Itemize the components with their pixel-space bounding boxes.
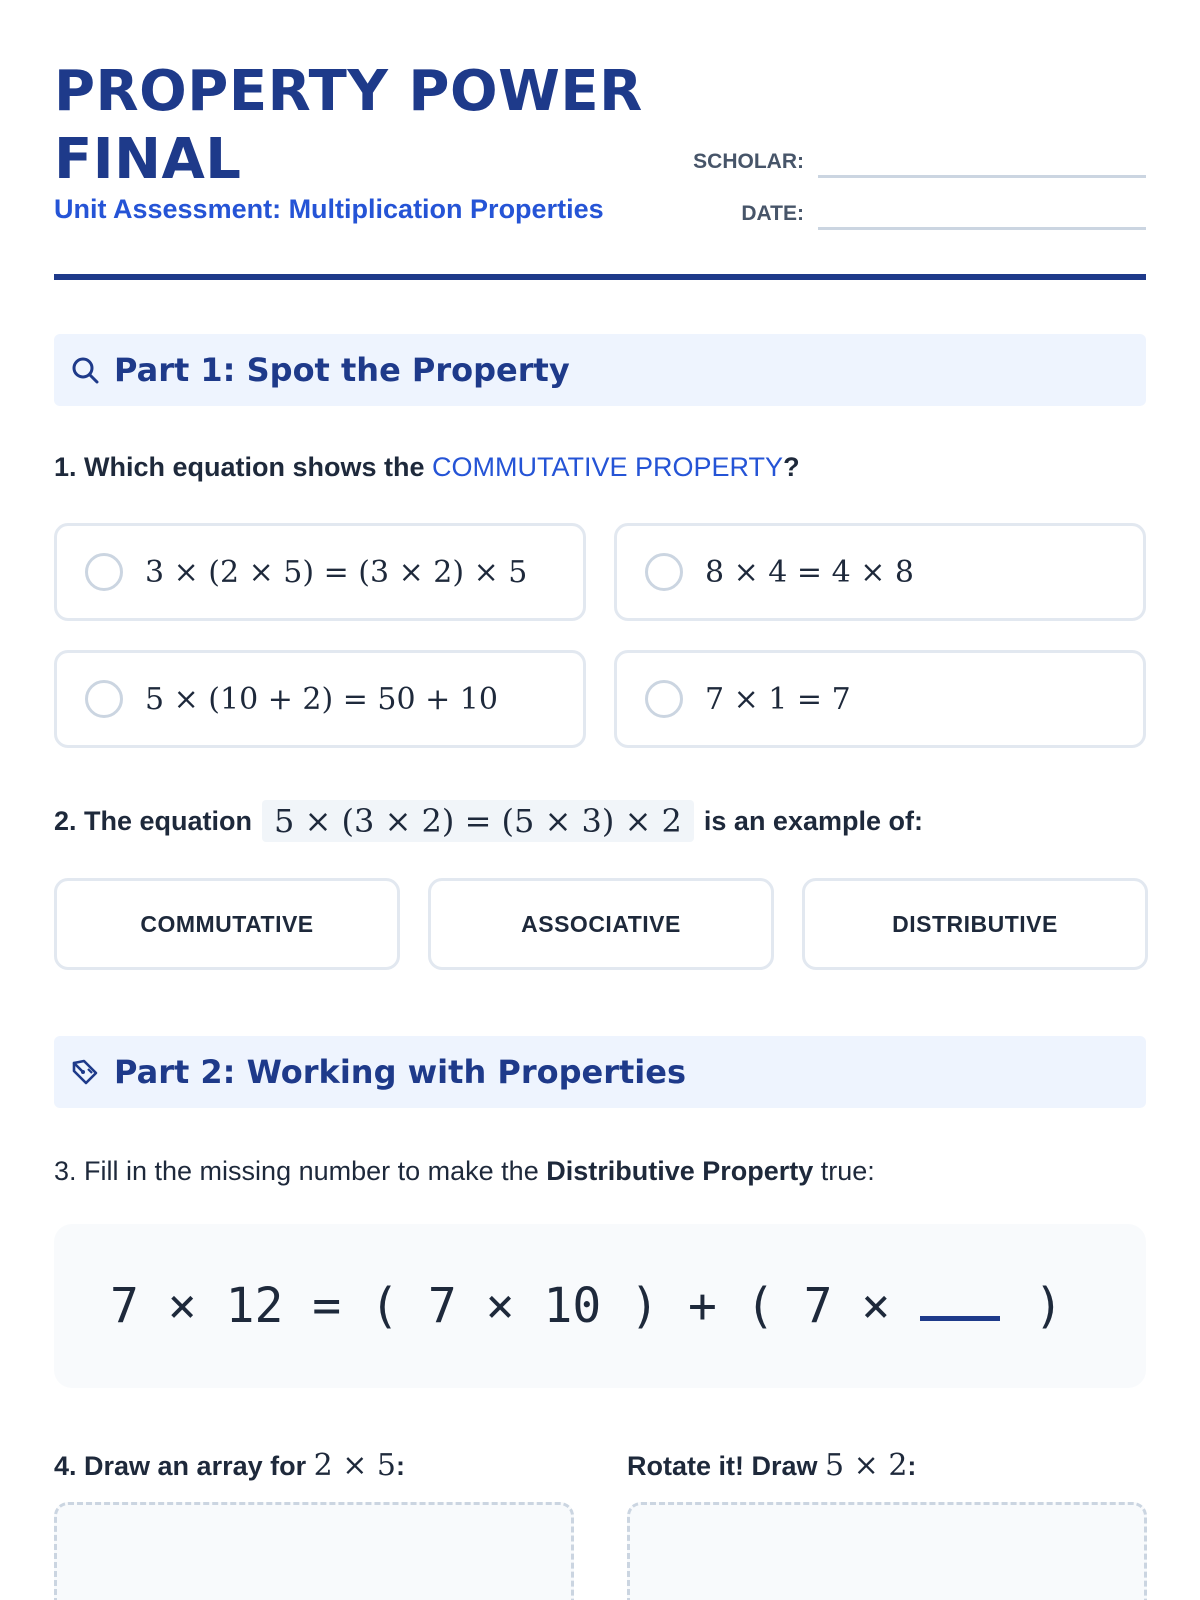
q4-right-suffix: : xyxy=(907,1451,917,1481)
q2-equation: 5 × (3 × 2) = (5 × 3) × 2 xyxy=(262,800,694,842)
q1-highlight: COMMUTATIVE PROPERTY xyxy=(432,452,784,482)
q3-bold: Distributive Property xyxy=(546,1156,814,1186)
equation-right: ) xyxy=(1034,1278,1064,1334)
part2-title: Part 2: Working with Properties xyxy=(114,1053,686,1091)
question-2 xyxy=(54,800,923,842)
option-text: 7 × 1 = 7 xyxy=(705,681,851,717)
q2-suffix: is an example of: xyxy=(703,805,923,836)
pen-icon xyxy=(70,1057,100,1087)
question-1 xyxy=(54,452,800,483)
question-4 xyxy=(54,1448,405,1483)
search-icon xyxy=(70,355,100,385)
question-3 xyxy=(54,1156,875,1187)
array-draw-area-2x5[interactable] xyxy=(54,1502,574,1600)
worksheet-subtitle: Unit Assessment: Multiplication Properties xyxy=(54,194,604,224)
radio-button[interactable] xyxy=(645,680,683,718)
header-divider xyxy=(54,274,1146,280)
option-text: 5 × (10 + 2) = 50 + 10 xyxy=(145,681,498,717)
radio-button[interactable] xyxy=(85,680,123,718)
date-label: DATE: xyxy=(741,202,804,225)
choice-commutative-button[interactable]: COMMUTATIVE xyxy=(54,878,400,970)
choice-distributive-button[interactable]: DISTRIBUTIVE xyxy=(802,878,1148,970)
scholar-field[interactable] xyxy=(686,140,1146,180)
worksheet-title: PROPERTY POWER FINAL xyxy=(54,59,643,192)
option-text: 3 × (2 × 5) = (3 × 2) × 5 xyxy=(145,554,528,590)
q1-option-c[interactable] xyxy=(54,650,586,748)
q1-suffix: ? xyxy=(783,452,800,482)
q4-left-math: 2 × 5 xyxy=(313,1448,397,1483)
array-draw-area-5x2[interactable] xyxy=(627,1502,1147,1600)
q3-prefix: 3. Fill in the missing number to make the xyxy=(54,1156,547,1186)
scholar-label: SCHOLAR: xyxy=(693,150,804,173)
part1-title: Part 1: Spot the Property xyxy=(114,351,570,389)
q1-option-b[interactable] xyxy=(614,523,1146,621)
q4-right-prefix: Rotate it! Draw xyxy=(627,1451,826,1481)
worksheet-page xyxy=(54,0,1146,1600)
q4-left-prefix: 4. Draw an array for xyxy=(54,1451,314,1481)
q1-prefix: 1. Which equation shows the xyxy=(54,452,433,482)
part1-banner xyxy=(54,334,1146,406)
q1-option-d[interactable] xyxy=(614,650,1146,748)
q4-right-math: 5 × 2 xyxy=(825,1448,908,1483)
q2-prefix: 2. The equation xyxy=(54,805,253,836)
answer-blank[interactable] xyxy=(920,1316,1000,1321)
equation-box xyxy=(54,1224,1146,1388)
radio-button[interactable] xyxy=(85,553,123,591)
question-4-rotate xyxy=(627,1448,916,1483)
radio-button[interactable] xyxy=(645,553,683,591)
equation-left: 7 × 12 = ( 7 × 10 ) + ( 7 × xyxy=(110,1278,891,1334)
option-text: 8 × 4 = 4 × 8 xyxy=(705,554,914,590)
q4-left-suffix: : xyxy=(396,1451,406,1481)
scholar-line[interactable] xyxy=(818,175,1146,178)
date-field[interactable] xyxy=(686,192,1146,232)
q3-suffix: true: xyxy=(813,1156,875,1186)
q1-option-a[interactable] xyxy=(54,523,586,621)
date-line[interactable] xyxy=(818,227,1146,230)
part2-banner xyxy=(54,1036,1146,1108)
choice-associative-button[interactable]: ASSOCIATIVE xyxy=(428,878,774,970)
